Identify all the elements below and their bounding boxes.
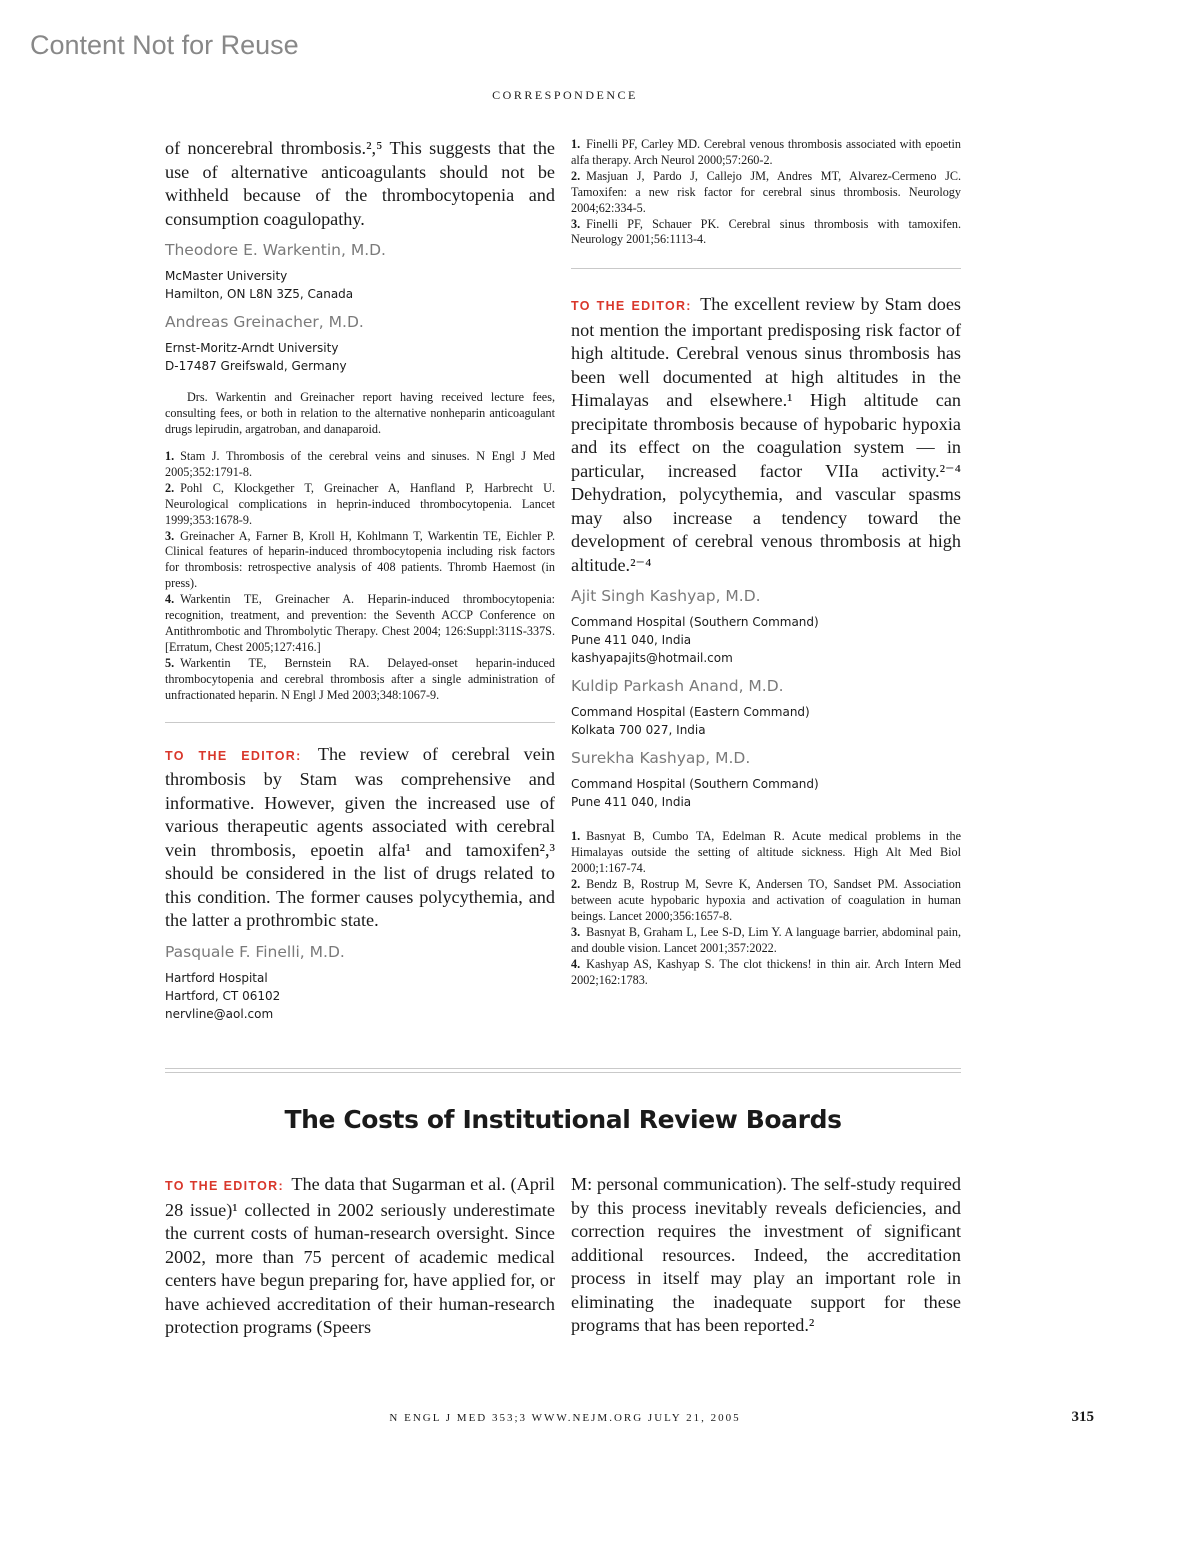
article-text-right: M: personal communication). The self-study required by this process inevitably reveals deficiencies, and correction requires the investment of significant additional resources. Indeed, the accreditation process in itself may play an important role in eliminating the inadequate support for these programs that has been reported.² [571, 1174, 961, 1335]
author-affiliation: McMaster University Hamilton, ON L8N 3Z5, Canada [165, 269, 354, 301]
to-the-editor-label: TO THE EDITOR: [165, 1179, 284, 1193]
letter1-text: of noncerebral thrombosis.²,⁵ This suggests that the use of alternative anticoagulants should not be withheld because of the thrombocytopenia and consumption coagulopathy. [165, 138, 555, 229]
right-column [571, 137, 961, 988]
letter2-text: TO THE EDITOR: The review of cerebral vein thrombosis by Stam was comprehensive and informative. However, given the increased use of various therapeutic agents associated with cerebral vein thrombosis, epoetin alfa¹ and tamoxifen²,³ should be considered in the list of drugs related to this condition. The former causes polycythemia, and the latter a prothrombic state. [165, 743, 555, 930]
article-left-column [165, 1173, 555, 1340]
reference-item: 2. Pohl C, Klockgether T, Greinacher A, Hanfland P, Harbrecht U. Neurological complications in heprin-induced thrombocytopenia. Lancet 1999;353:1678-9. [165, 480, 555, 527]
reference-item: 1. Basnyat B, Cumbo TA, Edelman R. Acute medical problems in the Himalayas outside the setting of altitude sickness. High Alt Med Biol 2000;1:167-74. [571, 829, 961, 876]
author-name: Surekha Kashyap, M.D. [571, 749, 751, 768]
reference-item: 2. Bendz B, Rostrup M, Sevre K, Andersen TO, Sandset PM. Association between acute hypobaric hypoxia and activation of coagulation in human beings. Lancet 2000;356:1657-8. [571, 877, 961, 923]
article-text-left: TO THE EDITOR: The data that Sugarman et al. (April 28 issue)¹ collected in 2002 seriously underestimate the current costs of human-research oversight. Since 2002, more than 75 percent of academic medical centers have begun preparing for, have applied for, or have achieved accreditation of their human-research protection programs (Speers [165, 1174, 555, 1337]
reference-list [571, 829, 961, 988]
author-affiliation: Command Hospital (Southern Command) Pune 411 040, India kashyapajits@hotmail.com [571, 613, 961, 667]
letter3-text: TO THE EDITOR: The excellent review by Stam does not mention the important predisposing risk factor of high altitude. Cerebral venous sinus thrombosis has been well documented at high altitudes in the Himalayas and elsewhere.¹ High altitude can precipitate thrombosis because of hypobaric hypoxia and its effect on the coagulation system — in particular, increased factor VIIa activity.²⁻⁴ Dehydration, polycythemia, and vascular spasms may also increase a tendency toward the development of cerebral venous thrombosis at high altitude.²⁻⁴ [571, 294, 961, 575]
reference-item: 3. Basnyat B, Graham L, Lee S-D, Lim Y. A language barrier, abdominal pain, and double vision. Lancet 2001;357:2022. [571, 924, 961, 955]
article-title: The Costs of Institutional Review Boards [284, 1105, 842, 1134]
reference-list [571, 137, 961, 248]
section-divider [165, 722, 555, 723]
reference-item: 5. Warkentin TE, Bernstein RA. Delayed-onset heparin-induced thrombocytopenia and cerebral thrombosis after a single administration of unfractionated heparin. N Engl J Med 2003;348:1067-9. [165, 655, 555, 702]
author-name: Kuldip Parkash Anand, M.D. [571, 677, 784, 696]
article-right-column [571, 1173, 961, 1338]
reference-item: 4. Warkentin TE, Greinacher A. Heparin-induced thrombocytopenia: recognition, treatment, and prevention: the Seventh ACCP Conference on Antithrombotic and Thrombolytic Therapy. Chest 2004; 126:Suppl:311S-337S. [Erratum, Chest 2005;127:416.] [165, 592, 555, 654]
author-name: Ajit Singh Kashyap, M.D. [571, 587, 761, 606]
reference-item: 4. Kashyap AS, Kashyap S. The clot thickens! in thin air. Arch Intern Med 2002;162:1783. [571, 956, 961, 987]
page-number: 315 [1071, 1409, 1094, 1425]
reference-item: 2. Masjuan J, Pardo J, Callejo JM, Andres MT, Alvarez-Cermeno JC. Tamoxifen: a new risk factor for cerebral sinus thrombosis. Neurology 2004;62:334-5. [571, 168, 961, 215]
reference-item: 3. Finelli PF, Schauer PK. Cerebral sinus thrombosis with tamoxifen. Neurology 2001;56:1113-4. [571, 216, 961, 247]
author-name: Theodore E. Warkentin, M.D. [165, 241, 386, 259]
author-name: Pasquale F. Finelli, M.D. [165, 942, 345, 961]
section-label: CORRESPONDENCE [492, 88, 638, 102]
author-affiliation: Ernst-Moritz-Arndt University D-17487 Greifswald, Germany [165, 341, 347, 373]
article-divider [165, 1068, 961, 1073]
to-the-editor-label: TO THE EDITOR: [165, 748, 302, 763]
author-affiliation: Command Hospital (Eastern Command) Kolkata 700 027, India [571, 705, 810, 738]
left-column [165, 137, 555, 1023]
author-affiliation: Hartford Hospital Hartford, CT 06102 nervline@aol.com [165, 969, 555, 1023]
watermark: Content Not for Reuse [30, 30, 299, 60]
journal-footer: N ENGL J MED 353;3 WWW.NEJM.ORG JULY 21, 2005 [389, 1412, 741, 1424]
reference-item: 3. Greinacher A, Farner B, Kroll H, Kohlmann T, Warkentin TE, Eichler P. Clinical features of heparin-induced thrombocytopenia including risk factors for thrombosis: retrospective analysis of 408 patients. Thromb Haemost (in press). [165, 528, 555, 591]
reference-list [165, 449, 555, 704]
author-email[interactable]: kashyapajits@hotmail.com [571, 651, 733, 666]
reference-item: 1. Finelli PF, Carley MD. Cerebral venous thrombosis associated with epoetin alfa therapy. Arch Neurol 2000;57:260-2. [571, 137, 961, 167]
reference-item: 1. Stam J. Thrombosis of the cerebral veins and sinuses. N Engl J Med 2005;352:1791-8. [165, 449, 555, 479]
disclosure-statement: Drs. Warkentin and Greinacher report having received lecture fees, consulting fees, or both in relation to the alternative nonheparin anticoagulant drugs lepirudin, argatroban, and danaparoid. [165, 390, 555, 436]
author-affiliation: Command Hospital (Southern Command) Pune 411 040, India [571, 777, 819, 810]
author-email[interactable]: nervline@aol.com [165, 1006, 274, 1021]
author-name: Andreas Greinacher, M.D. [165, 313, 364, 331]
section-divider [571, 268, 961, 269]
to-the-editor-label: TO THE EDITOR: [571, 299, 692, 314]
